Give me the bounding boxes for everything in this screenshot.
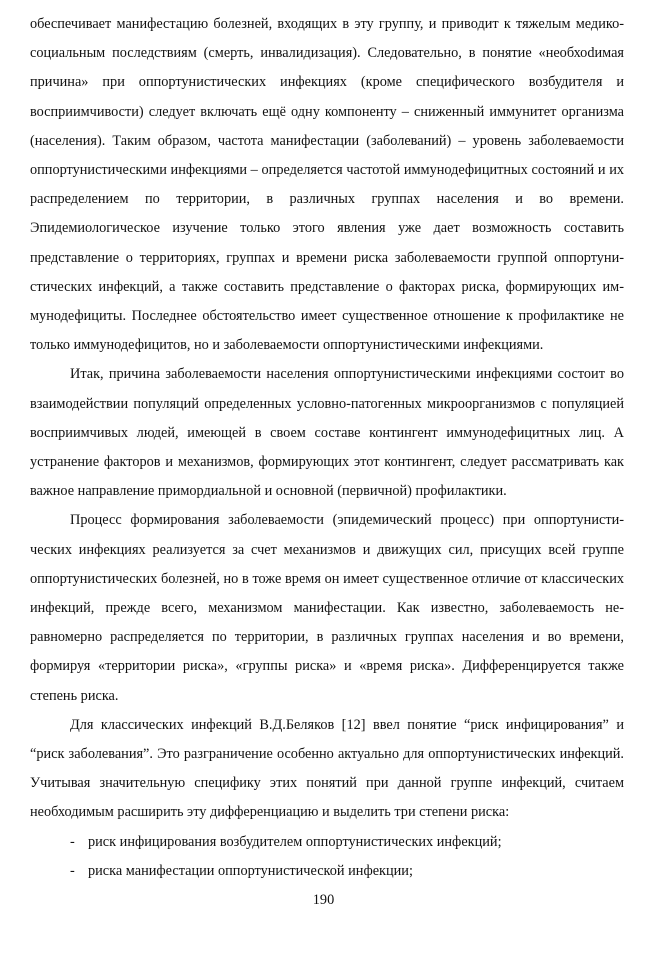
- paragraph-3: Процесс формирования заболеваемости (эпидемический процесс) при оппортунистических инфекциях реализуется за счет механизмов и движущих сил, присущих всей группе оппортунистических болезней, но в тоже время он имеет существенное отличие от классических инфекций, прежде всего, механизмом манифестации. Как известно, заболеваемость неравномерно распределяется по территории, в различных группах населения и во времени, формируя «территории риска», «группы риска» и «время риска». Дифференцируется также степень риска.: [30, 512, 624, 704]
- paragraph-4: Для классических инфекций В.Д.Беляков [12] ввел понятие “риск инфицирования” и “риск заболевания”. Это разграничение особенно актуально для оппортунистических инфекций. Учитывая значительную специфику этих понятий при данной группе инфекций, считаем необходимым расширить эту дифференциацию и выделить три степени риска:: [30, 716, 624, 821]
- list-bullet: -: [70, 862, 75, 879]
- list-bullet: -: [70, 833, 75, 850]
- list-item-text: риска манифестации оппортунистической инфекции;: [88, 862, 413, 879]
- list-item: [30, 828, 624, 857]
- risk-list: [30, 828, 624, 886]
- body-text: [30, 10, 624, 886]
- paragraph-2: Итак, причина заболеваемости населения оппортунистическими инфекциями состоит во взаимодействии популяций определенных условно-патогенных микроорганизмов с популяцией восприимчивых людей, имеющей в своем составе контингент иммунодефицитных лиц. А устранение факторов и механизмов, формирующих этот контингент, следует рассматривать как важное направление примордиальной и основной (первичной) профилактики.: [30, 366, 624, 500]
- page-number: 190: [312, 892, 335, 908]
- list-item: [30, 857, 624, 886]
- list-item-text: риск инфицирования возбудителем оппортунистических инфекций;: [88, 833, 502, 850]
- paragraph-1: обеспечивает манифестацию болезней, входящих в эту группу, и приводит к тяжелым медико-социальным последствиям (смерть, инвалидизация). Следовательно, в понятие «необхоdимая причина» при оппортунистических инфекциях (кроме специфического возбудителя и восприимчивости) следует включать ещё одну компоненту – сниженный иммунитет организма (населения). Таким образом, частота манифестации (заболеваний) – уровень заболеваемости оппортунистическими инфекциями – определяется частотой иммунодефицитных состояний и их распределением по территории, в различных группах населения и во времени. Эпидемиологическое изучение только этого явления уже дает возможность составить представление о территориях, группах и времени риска заболеваемости группой оппортунистических инфекций, а также составить представление о факторах риска, формирующих иммунодефициты. Последнее обстоятельство имеет существенное отношение к профилактике не только иммунодефицитов, но и заболеваемости оппортунистическими инфекциями.: [30, 16, 624, 354]
